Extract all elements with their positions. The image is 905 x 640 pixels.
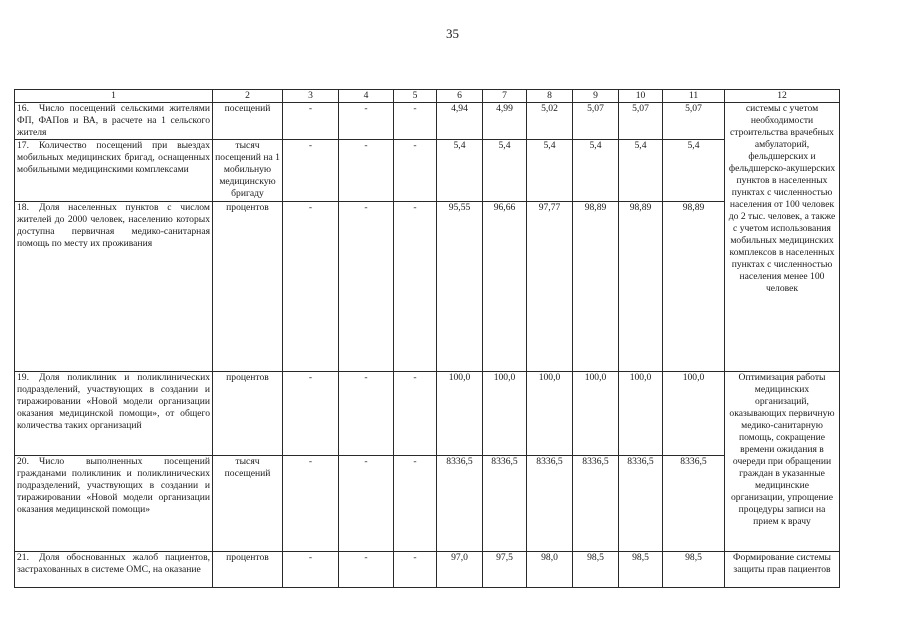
- row-number: 19.: [17, 372, 29, 383]
- value-cell: 96,66: [483, 202, 527, 372]
- unit-cell: процентов: [213, 202, 283, 372]
- value-cell: -: [283, 103, 339, 140]
- value-cell: -: [394, 103, 437, 140]
- value-cell: 8336,5: [573, 456, 619, 552]
- value-cell: 5,07: [573, 103, 619, 140]
- row-number: 20.: [17, 456, 29, 467]
- value-cell: -: [394, 552, 437, 588]
- value-cell: 100,0: [437, 372, 483, 456]
- value-cell: 100,0: [483, 372, 527, 456]
- value-cell: 97,77: [527, 202, 573, 372]
- value-cell: -: [339, 552, 394, 588]
- value-cell: 98,5: [573, 552, 619, 588]
- indicator-cell: [15, 103, 213, 140]
- value-cell: 5,4: [483, 140, 527, 202]
- indicator-text: Число посещений сельскими жителями ФП, ФАПов и ВА, в расчете на 1 сельского жителя: [17, 103, 210, 138]
- indicator-cell: [15, 140, 213, 202]
- value-cell: 97,0: [437, 552, 483, 588]
- value-cell: 100,0: [573, 372, 619, 456]
- indicator-cell: [15, 202, 213, 372]
- table-row: [15, 552, 840, 588]
- header-cell: 6: [437, 90, 483, 103]
- unit-cell: посещений: [213, 103, 283, 140]
- header-cell: 11: [663, 90, 725, 103]
- value-cell: 100,0: [527, 372, 573, 456]
- value-cell: -: [339, 140, 394, 202]
- value-cell: 98,5: [619, 552, 663, 588]
- value-cell: -: [283, 552, 339, 588]
- value-cell: 8336,5: [663, 456, 725, 552]
- value-cell: -: [394, 372, 437, 456]
- table-row: [15, 202, 840, 372]
- header-cell: 1: [15, 90, 213, 103]
- value-cell: -: [339, 456, 394, 552]
- note-cell: Оптимизация работы медицинских организаций, оказывающих первичную медико-санитарную помощь, сокращение времени ожидания в очереди при обращении граждан в указанные медицинские организации, упрощение процедуры записи на прием к врачу: [725, 372, 840, 552]
- header-cell: 5: [394, 90, 437, 103]
- value-cell: 5,4: [663, 140, 725, 202]
- table-row: [15, 372, 840, 456]
- table-row: [15, 456, 840, 552]
- row-number: 17.: [17, 140, 29, 151]
- value-cell: 100,0: [619, 372, 663, 456]
- value-cell: 98,89: [663, 202, 725, 372]
- value-cell: 5,02: [527, 103, 573, 140]
- row-number: 21.: [17, 552, 29, 563]
- value-cell: 5,4: [573, 140, 619, 202]
- value-cell: 8336,5: [437, 456, 483, 552]
- row-number: 18.: [17, 202, 29, 213]
- indicators-table: [14, 89, 840, 588]
- value-cell: 98,0: [527, 552, 573, 588]
- table-row: [15, 140, 840, 202]
- indicator-text: Доля обоснованных жалоб пациентов, застрахованных в системе ОМС, на оказание: [17, 552, 210, 575]
- table-header-row: [15, 90, 840, 103]
- value-cell: 8336,5: [619, 456, 663, 552]
- unit-cell: тысяч посещений: [213, 456, 283, 552]
- indicator-text: Число выполненных посещений гражданами поликлиник и поликлинических подразделений, участвующих в создании и тиражировании «Новой модели организации оказания медицинской помощи»: [17, 456, 210, 515]
- value-cell: -: [339, 103, 394, 140]
- unit-cell: тысяч посещений на 1 мобильную медицинскую бригаду: [213, 140, 283, 202]
- value-cell: 95,55: [437, 202, 483, 372]
- value-cell: 5,07: [663, 103, 725, 140]
- note-cell: системы с учетом необходимости строительства врачебных амбулаторий, фельдшерских и фельдшерско-акушерских пунктов в населенных пунктах с численностью населения от 100 человек до 2 тыс. человек, а также с учетом использования мобильных медицинских комплексов в населенных пунктах с численностью населения менее 100 человек: [725, 103, 840, 372]
- value-cell: 5,4: [527, 140, 573, 202]
- unit-cell: процентов: [213, 552, 283, 588]
- page-number: 35: [446, 26, 459, 41]
- unit-cell: процентов: [213, 372, 283, 456]
- indicator-text: Доля населенных пунктов с числом жителей до 2000 человек, населению которых доступна первичная медико-санитарная помощь по месту их проживания: [17, 202, 210, 249]
- header-cell: 9: [573, 90, 619, 103]
- indicator-text: Доля поликлиник и поликлинических подразделений, участвующих в создании и тиражировании «Новой модели организации оказания медицинской помощи», от общего количества таких организаций: [17, 372, 210, 431]
- value-cell: 5,4: [437, 140, 483, 202]
- value-cell: 5,4: [619, 140, 663, 202]
- value-cell: 8336,5: [483, 456, 527, 552]
- value-cell: 98,89: [619, 202, 663, 372]
- value-cell: 4,99: [483, 103, 527, 140]
- value-cell: 97,5: [483, 552, 527, 588]
- value-cell: -: [339, 372, 394, 456]
- value-cell: -: [339, 202, 394, 372]
- row-number: 16.: [17, 103, 29, 114]
- value-cell: 4,94: [437, 103, 483, 140]
- header-cell: 3: [283, 90, 339, 103]
- note-cell: Формирование системы защиты прав пациентов: [725, 552, 840, 588]
- value-cell: 100,0: [663, 372, 725, 456]
- indicator-cell: [15, 552, 213, 588]
- indicator-cell: [15, 372, 213, 456]
- header-cell: 10: [619, 90, 663, 103]
- value-cell: 8336,5: [527, 456, 573, 552]
- value-cell: 5,07: [619, 103, 663, 140]
- value-cell: -: [394, 140, 437, 202]
- header-cell: 2: [213, 90, 283, 103]
- header-cell: 12: [725, 90, 840, 103]
- value-cell: -: [283, 456, 339, 552]
- value-cell: 98,89: [573, 202, 619, 372]
- indicator-cell: [15, 456, 213, 552]
- indicator-text: Количество посещений при выездах мобильных медицинских бригад, оснащенных мобильными медицинскими комплексами: [17, 140, 210, 175]
- header-cell: 7: [483, 90, 527, 103]
- header-cell: 8: [527, 90, 573, 103]
- value-cell: -: [283, 140, 339, 202]
- header-cell: 4: [339, 90, 394, 103]
- value-cell: -: [283, 202, 339, 372]
- table-row: [15, 103, 840, 140]
- value-cell: -: [394, 456, 437, 552]
- value-cell: -: [394, 202, 437, 372]
- value-cell: -: [283, 372, 339, 456]
- value-cell: 98,5: [663, 552, 725, 588]
